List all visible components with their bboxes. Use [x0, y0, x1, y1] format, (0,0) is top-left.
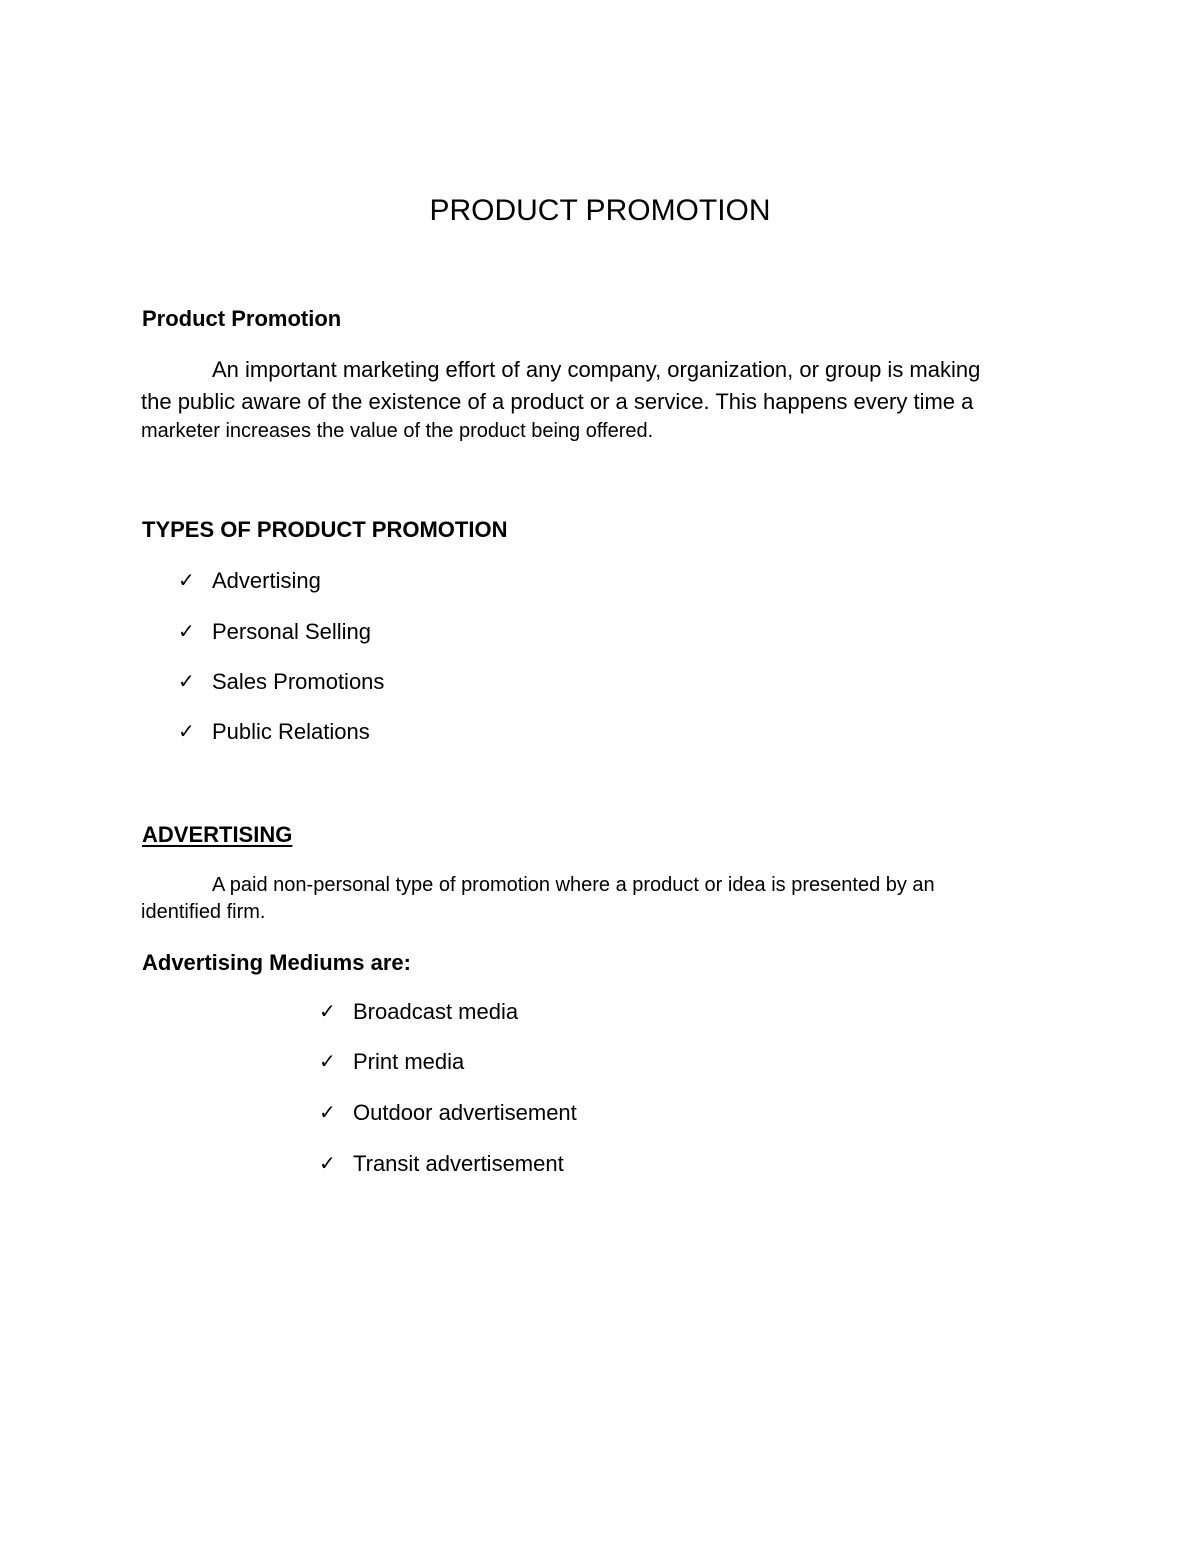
list-item-label: Public Relations [212, 719, 370, 744]
check-icon: ✓ [319, 1001, 336, 1023]
list-item [319, 1047, 464, 1077]
list-item-label: Broadcast media [353, 999, 519, 1024]
section-heading-advertising: ADVERTISING [142, 822, 293, 847]
list-item [178, 617, 371, 647]
section-heading-product-promotion: Product Promotion [142, 306, 342, 331]
subheading-mediums: Advertising Mediums are: [142, 950, 411, 975]
check-icon: ✓ [178, 621, 195, 643]
paragraph-line: the public aware of the existence of a product or a service. This happens every time a [141, 389, 974, 414]
list-item [178, 717, 370, 747]
list-item-label: Transit advertisement [353, 1151, 564, 1176]
list-item [319, 997, 518, 1027]
check-icon: ✓ [319, 1153, 336, 1175]
list-item-label: Print media [353, 1049, 465, 1074]
section-heading-types: TYPES OF PRODUCT PROMOTION [142, 517, 508, 542]
list-item-label: Personal Selling [212, 619, 371, 644]
check-icon: ✓ [319, 1051, 336, 1073]
list-item [178, 667, 384, 697]
list-item-label: Advertising [212, 568, 321, 593]
list-item-label: Sales Promotions [212, 669, 385, 694]
check-icon: ✓ [178, 570, 195, 592]
paragraph-line: identified firm. [141, 901, 266, 923]
check-icon: ✓ [178, 671, 195, 693]
paragraph-line: An important marketing effort of any company, organization, or group is making [212, 357, 981, 382]
check-icon: ✓ [178, 721, 195, 743]
check-icon: ✓ [319, 1102, 336, 1124]
list-item-label: Outdoor advertisement [353, 1100, 577, 1125]
page-title: PRODUCT PROMOTION [429, 194, 771, 227]
list-item [178, 566, 321, 596]
paragraph-line: A paid non-personal type of promotion where a product or idea is presented by an [212, 874, 935, 896]
paragraph-line: marketer increases the value of the product being offered. [141, 420, 654, 442]
list-item [319, 1098, 577, 1128]
list-item [319, 1149, 564, 1179]
